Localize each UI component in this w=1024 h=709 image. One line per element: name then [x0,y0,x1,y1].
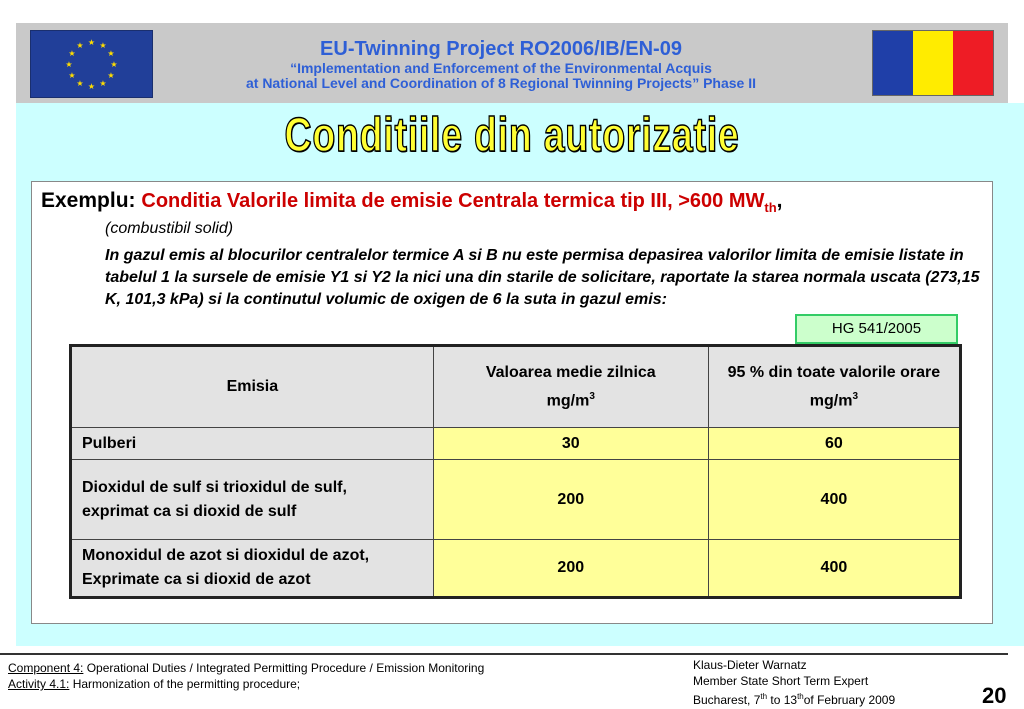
emission-limits-table [69,344,962,599]
svg-text:★: ★ [68,71,76,80]
project-subtitle-2: at National Level and Coordination of 8 Regional Twinning Projects” Phase II [245,75,757,91]
example-heading [41,189,782,215]
component-label: Component 4: [8,661,84,675]
row-hourly-value: 400 [708,540,960,598]
svg-text:★: ★ [110,60,118,69]
svg-text:★: ★ [87,38,96,47]
example-text: Conditia Valorile limita de emisie Centrala termica tip III, >600 MW [141,190,765,212]
header-hourly-95: 95 % din toate valorile orare $mg/m^3$ [708,346,960,428]
condition-paragraph: In gazul emis al blocurilor centralelor termice A si B nu este permisa depasirea valorilor limita de emisie listate in tabelul 1 la sursele de emisie Y1 si Y2 la nici una din starile de solicitare, raportate la starea normala uscata (273,15 K, 101,3 kPa) si la continutul volumic de oxigen de 6 la suta in gazul emis: [105,247,980,308]
activity-label: Activity 4.1: [8,677,70,691]
row-hourly-value: 400 [708,460,960,540]
date-line: Bucharest, 7th to 13thof February 2009 [693,692,896,707]
row-daily-value: 200 [433,540,708,598]
svg-text:★: ★ [99,79,107,88]
page-number: 20 [982,683,1007,708]
row-name: Dioxidul de sulf si trioxidul de sulf, exprimat ca si dioxid de sulf [71,460,434,540]
svg-text:★: ★ [107,71,115,80]
header-emisia: Emisia [71,346,434,428]
slide-title: Conditiile din autorizatie [284,109,740,162]
project-subtitle-1: “Implementation and Enforcement of the Environmental Acquis [290,60,712,76]
row-name: Monoxidul de azot si dioxidul de azot, Exprimate ca si dioxid de azot [71,540,434,598]
footer-left [8,660,484,692]
activity-text: Harmonization of the permitting procedure; [69,677,301,691]
svg-text:★: ★ [87,82,96,91]
table-header-row [71,346,961,428]
row-daily-value: 30 [433,428,708,460]
table-row [71,460,961,540]
eu-flag-icon [30,30,153,98]
footer-right [693,657,895,708]
slide-header [16,23,1008,103]
svg-text:★: ★ [76,41,84,50]
example-tail: , [776,189,783,212]
svg-text:★: ★ [99,41,107,50]
romania-flag-icon [872,30,994,96]
svg-text:★: ★ [65,60,73,69]
table-row [71,428,961,460]
expert-role: Member State Short Term Expert [693,674,869,688]
example-subscript: th [764,200,777,216]
svg-text:★: ★ [76,79,84,88]
project-title: EU-Twinning Project RO2006/IB/EN-09 [320,38,682,60]
row-name: Pulberi [71,428,434,460]
table-row [71,540,961,598]
footer-divider [0,653,1008,655]
example-label: Exemplu: [41,189,136,212]
reference-badge: HG 541/2005 [795,314,958,344]
header-daily-average: Valoarea medie zilnica $mg/m^3$ [433,346,708,428]
row-daily-value: 200 [433,460,708,540]
component-text: Operational Duties / Integrated Permitting Procedure / Emission Monitoring [83,661,485,675]
row-hourly-value: 60 [708,428,960,460]
svg-text:★: ★ [107,49,115,58]
expert-name: Klaus-Dieter Warnatz [693,658,807,672]
fuel-type: (combustibil solid) [105,220,234,237]
svg-text:★: ★ [68,49,76,58]
